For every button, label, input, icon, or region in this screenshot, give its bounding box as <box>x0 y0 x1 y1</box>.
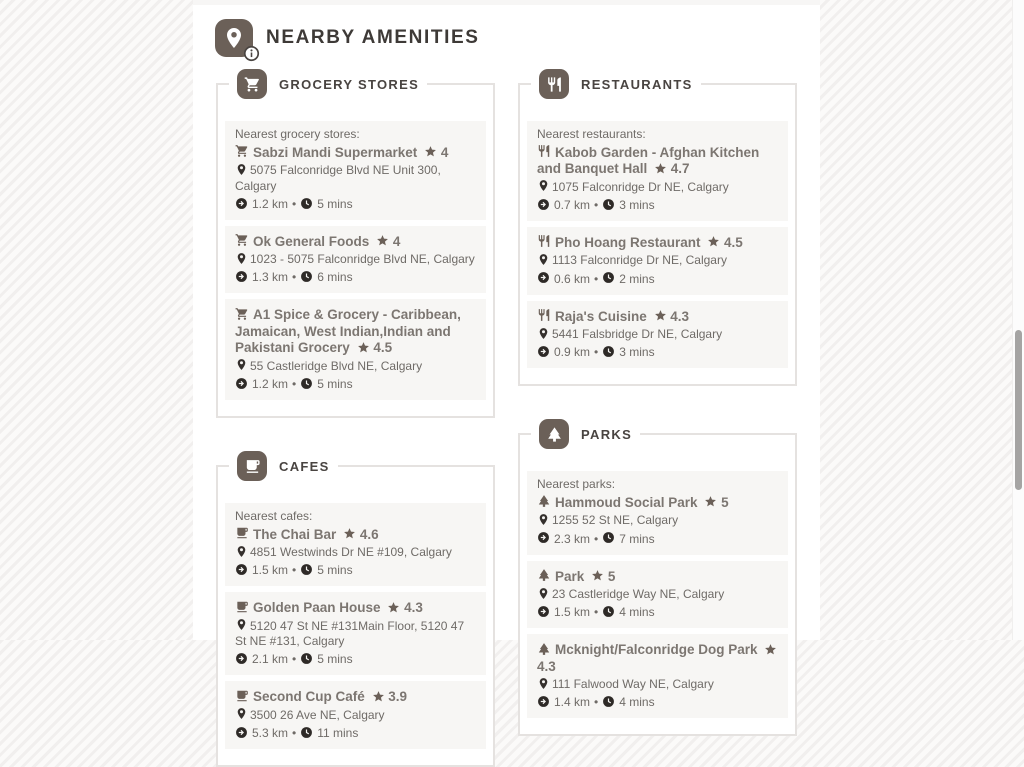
star-icon <box>376 234 389 249</box>
place-name: The Chai Bar 4.6 <box>235 526 476 543</box>
place-distance: 1.4 km • 4 mins <box>537 695 778 712</box>
clock-icon <box>602 271 615 288</box>
star-icon <box>654 161 667 176</box>
section-title: RESTAURANTS <box>581 76 693 92</box>
list-item <box>527 561 788 629</box>
star-icon <box>707 235 720 250</box>
shopping-cart-icon <box>237 69 267 99</box>
place-name: Hammoud Social Park 5 <box>537 494 778 511</box>
place-address: 5441 Falsbridge Dr NE, Calgary <box>537 326 778 343</box>
star-icon <box>424 145 437 160</box>
tree-icon <box>537 494 551 510</box>
place-address: 4851 Westwinds Dr NE #109, Calgary <box>235 544 476 561</box>
place-distance: 5.3 km • 11 mins <box>235 726 476 743</box>
clock-icon <box>300 270 313 287</box>
clock-icon <box>602 197 615 214</box>
place-address: 5075 Falconridge Blvd NE Unit 300, Calgary <box>235 163 441 193</box>
section-intro: Nearest parks: <box>537 477 616 492</box>
restaurant-icon <box>539 69 569 99</box>
place-name: Kabob Garden - Afghan Kitchen and Banquet Hall 4.7 <box>537 144 760 177</box>
place-address: 23 Castleridge Way NE, Calgary <box>537 586 778 603</box>
place-address: 1113 Falconridge Dr NE, Calgary <box>537 252 778 269</box>
place-address: 1255 52 St NE, Calgary <box>537 512 778 529</box>
list-item <box>225 592 486 675</box>
place-distance: 2.3 km • 7 mins <box>537 531 778 548</box>
clock-icon <box>300 196 313 213</box>
right-column <box>518 69 797 767</box>
list-item <box>225 226 486 294</box>
clock-icon <box>602 695 615 712</box>
page-header <box>193 5 820 69</box>
nearby-amenities-panel <box>193 0 820 741</box>
directions-arrow-icon <box>235 196 248 213</box>
place-address: 111 Falwood Way NE, Calgary <box>537 676 778 693</box>
location-pin-icon <box>215 19 253 57</box>
section-intro: Nearest cafes: <box>235 509 313 524</box>
directions-arrow-icon <box>235 563 248 580</box>
place-address: 3500 26 Ave NE, Calgary <box>235 707 476 724</box>
list-item <box>527 301 788 369</box>
map-pin-icon <box>235 618 248 633</box>
star-icon <box>357 340 370 355</box>
section-parks <box>518 419 797 736</box>
place-distance: 0.7 km • 3 mins <box>537 197 778 214</box>
rating-value: 4 <box>440 144 449 160</box>
shopping-cart-icon <box>235 306 249 322</box>
rating-value: 4.5 <box>373 340 393 356</box>
directions-arrow-icon <box>235 726 248 743</box>
place-name: Sabzi Mandi Supermarket 4 <box>235 144 476 161</box>
section-grocery-stores <box>216 69 495 418</box>
coffee-cup-icon <box>237 451 267 481</box>
place-name: Ok General Foods 4 <box>235 233 476 250</box>
restaurant-icon <box>537 234 551 250</box>
rating-value: 4.3 <box>404 600 423 616</box>
section-title: PARKS <box>581 426 633 442</box>
map-pin-icon <box>235 358 248 373</box>
star-icon <box>372 689 385 704</box>
clock-icon <box>300 726 313 743</box>
star-icon <box>343 527 356 542</box>
section-cafes <box>216 451 495 767</box>
list-item <box>225 681 486 749</box>
directions-arrow-icon <box>537 695 550 712</box>
star-icon <box>704 495 717 510</box>
place-name: Pho Hoang Restaurant 4.5 <box>537 234 778 251</box>
place-name: Mcknight/Falconridge Dog Park 4.3 <box>537 641 778 675</box>
place-address: 1075 Falconridge Dr NE, Calgary <box>537 179 778 196</box>
rating-value: 5 <box>721 494 729 510</box>
map-pin-icon <box>537 252 550 267</box>
list-item <box>527 227 788 295</box>
directions-arrow-icon <box>537 197 550 214</box>
directions-arrow-icon <box>537 345 550 362</box>
list-item <box>527 121 788 221</box>
tree-icon <box>539 419 569 449</box>
rating-value: 4.5 <box>724 234 743 250</box>
star-icon <box>591 569 604 584</box>
directions-arrow-icon <box>537 531 550 548</box>
clock-icon <box>300 563 313 580</box>
clock-icon <box>300 376 313 393</box>
place-address: 1023 - 5075 Falconridge Blvd NE, Calgary <box>235 251 476 268</box>
directions-arrow-icon <box>235 270 248 287</box>
place-distance: 1.2 km • 5 mins <box>235 376 476 393</box>
restaurant-icon <box>537 308 551 324</box>
map-pin-icon <box>537 512 550 527</box>
section-title: CAFES <box>279 458 330 474</box>
left-column <box>216 69 495 767</box>
section-restaurants <box>518 69 797 386</box>
directions-arrow-icon <box>537 271 550 288</box>
rating-value: 4.3 <box>537 658 556 674</box>
shopping-cart-icon <box>235 233 249 249</box>
clock-icon <box>300 652 313 669</box>
clock-icon <box>602 605 615 622</box>
rating-value: 4.7 <box>670 161 690 177</box>
map-pin-icon <box>537 676 550 691</box>
shopping-cart-icon <box>235 144 249 160</box>
place-address: 55 Castleridge Blvd NE, Calgary <box>235 358 476 375</box>
map-pin-icon <box>537 326 550 341</box>
list-item <box>527 471 788 554</box>
section-intro: Nearest restaurants: <box>537 127 646 141</box>
rating-value: 5 <box>607 568 616 584</box>
rating-value: 4 <box>392 233 401 249</box>
map-pin-icon <box>235 251 248 266</box>
info-icon <box>243 45 260 62</box>
scrollbar[interactable] <box>1012 0 1024 640</box>
map-pin-icon <box>537 179 550 194</box>
star-icon <box>654 309 667 324</box>
place-name: A1 Spice & Grocery - Caribbean, Jamaican, West Indian,Indian and Pakistani Grocery 4.5 <box>235 307 461 356</box>
section-intro: Nearest grocery stores: <box>235 127 360 141</box>
list-item <box>527 634 788 718</box>
scrollbar-thumb[interactable] <box>1015 330 1022 490</box>
map-pin-icon <box>235 162 248 177</box>
clock-icon <box>602 531 615 548</box>
place-address: 5120 47 St NE #131Main Floor, 5120 47 St NE #131, Calgary <box>235 618 465 649</box>
place-name: Raja's Cuisine 4.3 <box>537 308 778 325</box>
place-name: Golden Paan House 4.3 <box>235 599 476 616</box>
list-item <box>225 299 486 400</box>
map-pin-icon <box>235 707 248 722</box>
coffee-cup-icon <box>235 599 249 615</box>
star-icon <box>764 642 777 657</box>
star-icon <box>387 600 400 615</box>
place-distance: 1.5 km • 5 mins <box>235 563 476 580</box>
list-item <box>225 503 486 586</box>
directions-arrow-icon <box>235 652 248 669</box>
restaurant-icon <box>537 144 551 160</box>
clock-icon <box>602 345 615 362</box>
tree-icon <box>537 641 551 657</box>
place-distance: 0.6 km • 2 mins <box>537 271 778 288</box>
map-pin-icon <box>235 544 248 559</box>
place-distance: 0.9 km • 3 mins <box>537 345 778 362</box>
place-name: Park 5 <box>537 568 778 585</box>
place-distance: 1.2 km • 5 mins <box>235 196 476 213</box>
list-item <box>225 121 486 220</box>
coffee-cup-icon <box>235 688 249 704</box>
place-distance: 2.1 km • 5 mins <box>235 652 476 669</box>
place-name: Second Cup Café 3.9 <box>235 688 476 705</box>
rating-value: 4.3 <box>670 308 690 324</box>
rating-value: 3.9 <box>388 689 408 705</box>
page-title: NEARBY AMENITIES <box>266 27 480 48</box>
directions-arrow-icon <box>235 376 248 393</box>
map-pin-icon <box>537 586 550 601</box>
coffee-cup-icon <box>235 526 249 542</box>
sections-grid <box>193 69 820 767</box>
tree-icon <box>537 568 551 584</box>
rating-value: 4.6 <box>359 526 379 542</box>
place-distance: 1.5 km • 4 mins <box>537 605 778 622</box>
place-distance: 1.3 km • 6 mins <box>235 270 476 287</box>
directions-arrow-icon <box>537 605 550 622</box>
section-title: GROCERY STORES <box>279 76 420 92</box>
